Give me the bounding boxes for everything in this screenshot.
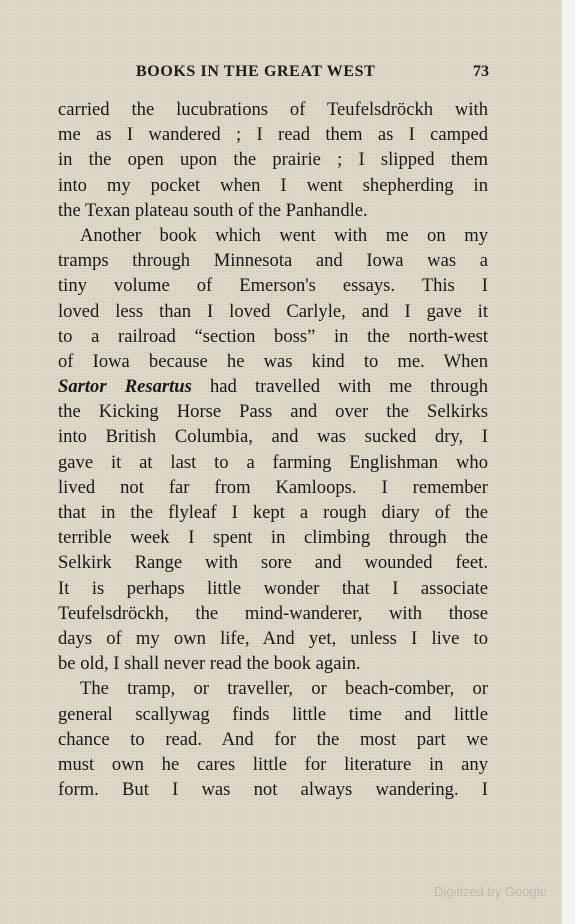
text-line: general scallywag finds little time and little — [58, 703, 488, 725]
text-line: to a railroad “section boss” in the north-west — [58, 325, 488, 347]
text-line: the Kicking Horse Pass and over the Selkirks — [58, 401, 488, 423]
text-line: Another book which went with me on my — [80, 224, 488, 246]
page-number: 73 — [473, 63, 489, 80]
text-line: carried the lucubrations of Teufelsdröckh with — [58, 99, 488, 120]
text-line: lived not far from Kamloops. I remember — [58, 476, 488, 498]
text-line: tramps through Minnesota and Iowa was a — [58, 250, 488, 272]
text-line-with-title — [58, 374, 488, 399]
text-line: The tramp, or traveller, or beach-comber, or — [80, 678, 488, 700]
running-head — [100, 63, 495, 87]
text-line: into British Columbia, and was sucked dry, I — [58, 426, 488, 448]
text-line: be old, I shall never read the book again. — [58, 653, 361, 675]
page-edge — [562, 0, 575, 924]
text-line: of Iowa because he was kind to me. When — [58, 350, 488, 372]
text-line: chance to read. And for the most part we — [58, 728, 488, 750]
text-line: form. But I was not always wandering. I — [58, 779, 488, 801]
text-line: gave it at last to a farming Englishman who — [58, 451, 488, 473]
text-line: Teufelsdröckh, the mind-wanderer, with those — [58, 602, 488, 624]
text-line: into my pocket when I went shepherding in — [58, 174, 488, 196]
text-line: tiny volume of Emerson's essays. This I — [58, 275, 488, 297]
text-line-rest: had travelled with me through — [210, 376, 488, 398]
body-text — [58, 97, 488, 802]
text-line: in the open upon the prairie ; I slipped them — [58, 149, 488, 171]
text-line: days of my own life, And yet, unless I live to — [58, 627, 488, 649]
text-line: the Texan plateau south of the Panhandle. — [58, 199, 368, 221]
text-line: It is perhaps little wonder that I associate — [58, 577, 488, 599]
text-line: terrible week I spent in climbing through the — [58, 527, 488, 549]
text-line: Selkirk Range with sore and wounded feet. — [58, 552, 488, 574]
text-line: must own he cares little for literature in any — [58, 753, 488, 775]
running-title: BOOKS IN THE GREAT WEST — [136, 63, 376, 80]
text-line: loved less than I loved Carlyle, and I gave it — [58, 300, 488, 322]
text-line: me as I wandered ; I read them as I camped — [58, 124, 488, 146]
book-title: Sartor Resartus — [58, 376, 192, 398]
text-line: that in the flyleaf I kept a rough diary of the — [58, 502, 488, 523]
digitized-watermark: Digitized by Google — [434, 884, 547, 899]
